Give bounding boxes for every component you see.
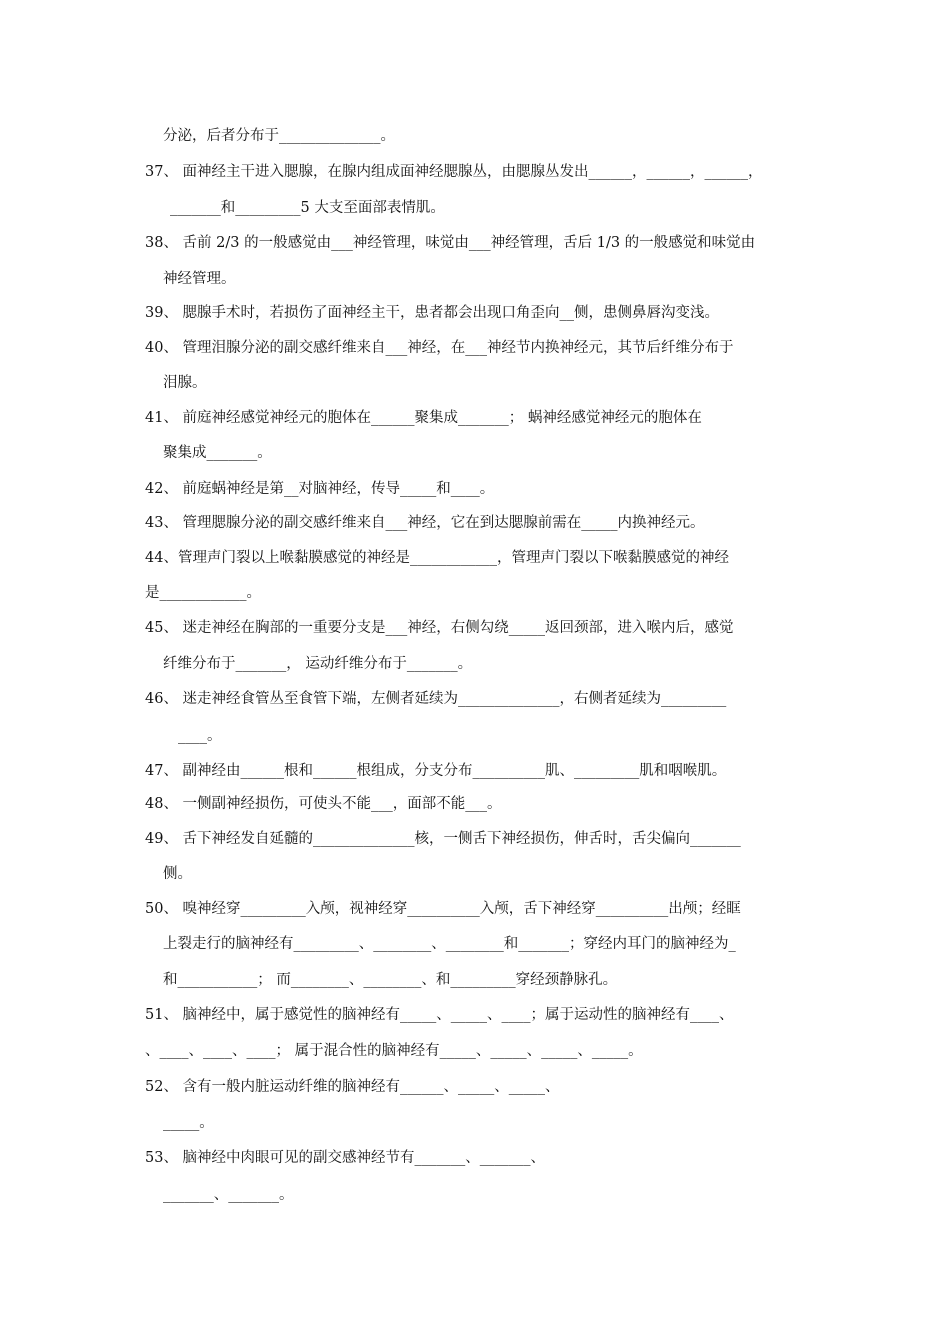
text-line: 是____________。 (145, 585, 261, 601)
question-41: 41、 前庭神经感觉神经元的胞体在______聚集成_______； 蜗神经感觉神经元的胞体在 (145, 410, 702, 426)
question-49: 49、 舌下神经发自延髓的______________核，一侧舌下神经损伤，伸舌时，舌尖偏向_______ (145, 831, 741, 847)
question-51: 51、 脑神经中，属于感觉性的脑神经有_____、_____、____；属于运动性的脑神经有____、 (145, 1007, 734, 1023)
question-39: 39、 腮腺手术时，若损伤了面神经主干，患者都会出现口角歪向__侧，患侧鼻唇沟变浅。 (145, 305, 720, 321)
question-48: 48、 一侧副神经损伤，可使头不能___，面部不能___。 (145, 796, 502, 812)
text-line: ____。 (178, 728, 222, 744)
text-line: 纤维分布于_______， 运动纤维分布于_______。 (163, 656, 473, 672)
text-line: 聚集成_______。 (163, 445, 272, 461)
text-line: _______和_________5 大支至面部表情肌。 (170, 200, 445, 216)
question-38: 38、 舌前 2/3 的一般感觉由___神经管理，味觉由___神经管理，舌后 1/3 的一般感觉和味觉由 (145, 235, 756, 251)
question-40: 40、 管理泪腺分泌的副交感纤维来自___神经，在___神经节内换神经元，其节后纤维分布于 (145, 340, 734, 356)
question-44: 44、管理声门裂以上喉黏膜感觉的神经是____________，管理声门裂以下喉黏膜感觉的神经 (145, 550, 729, 566)
text-line: 和___________； 而________、________、和_________穿经颈静脉孔。 (163, 972, 618, 988)
text-line: 侧。 (163, 866, 192, 882)
text-line: 上裂走行的脑神经有_________、________、________和_______；穿经内耳门的脑神经为_ (163, 936, 736, 952)
question-43: 43、 管理腮腺分泌的副交感纤维来自___神经，它在到达腮腺前需在_____内换神经元。 (145, 515, 705, 531)
question-47: 47、 副神经由______根和______根组成，分支分布__________肌、_________肌和咽喉肌。 (145, 763, 727, 779)
text-line: 、____、____、____； 属于混合性的脑神经有_____、_____、_____、_____。 (145, 1043, 643, 1059)
text-line: 分泌，后者分布于______________。 (163, 128, 395, 144)
text-line: _______、_______。 (163, 1187, 294, 1203)
question-50: 50、 嗅神经穿_________入颅，视神经穿__________入颅，舌下神经穿__________出颅；经眶 (145, 901, 741, 917)
question-46: 46、 迷走神经食管丛至食管下端，左侧者延续为______________，右侧者延续为_________ (145, 691, 727, 707)
question-52: 52、 含有一般内脏运动纤维的脑神经有______、_____、_____、 (145, 1079, 560, 1095)
question-42: 42、 前庭蜗神经是第__对脑神经，传导_____和____。 (145, 481, 495, 497)
question-45: 45、 迷走神经在胸部的一重要分支是___神经，右侧勾绕_____返回颈部，进入喉内后，感觉 (145, 620, 734, 636)
text-line: 泪腺。 (163, 375, 207, 391)
question-37: 37、 面神经主干进入腮腺，在腺内组成面神经腮腺丛，由腮腺丛发出______，______，______， (145, 164, 763, 180)
text-line: 神经管理。 (163, 271, 236, 287)
question-53: 53、 脑神经中肉眼可见的副交感神经节有_______、_______、 (145, 1150, 546, 1166)
text-line: _____。 (163, 1115, 214, 1131)
